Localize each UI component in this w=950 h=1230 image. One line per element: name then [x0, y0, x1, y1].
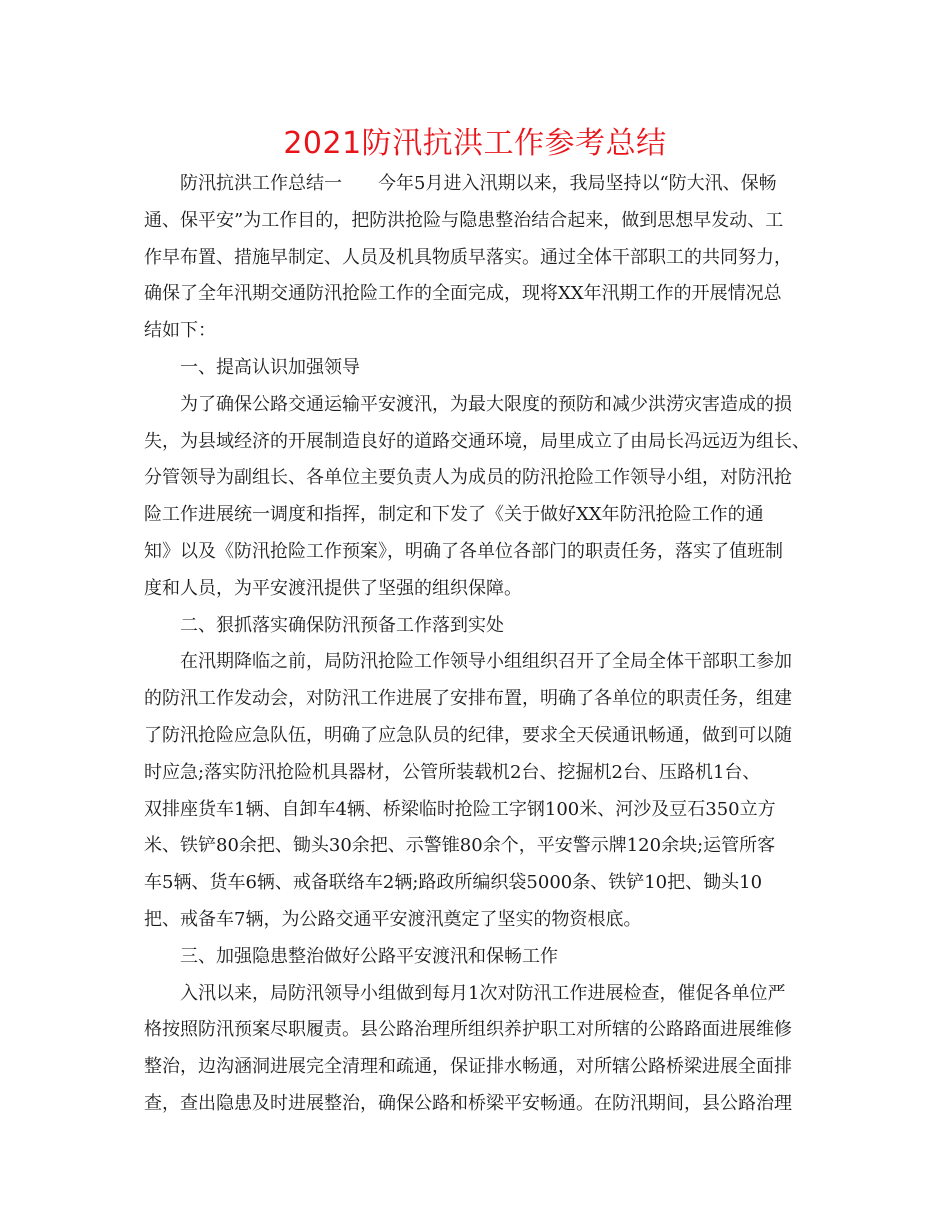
text-line: 时应急;落实防汛抢险机具器材，公管所装载机2台、挖掘机2台、压路机1台、 [144, 761, 761, 783]
text-line: 度和人员，为平安渡汛提供了坚强的组织保障。 [144, 577, 522, 599]
text-line: 了防汛抢险应急队伍，明确了应急队员的纪律，要求全天侯通讯畅通，做到可以随 [144, 724, 792, 746]
text-line: 险工作进展统一调度和指挥，制定和下发了《关于做好XX年防汛抢险工作的通 [144, 504, 764, 526]
text-line: 知》以及《防汛抢险工作预案》，明确了各单位各部门的职责任务，落实了值班制 [144, 540, 783, 562]
text-line: 在汛期降临之前，局防汛抢险工作领导小组组织召开了全局全体干部职工参加 [180, 651, 792, 673]
text-line: 一、提高认识加强领导 [180, 356, 360, 378]
text-line: 确保了全年汛期交通防汛抢险工作的全面完成，现将XX年汛期工作的开展情况总 [144, 283, 782, 305]
text-line: 为了确保公路交通运输平安渡汛，为最大限度的预防和减少洪涝灾害造成的损 [180, 393, 792, 415]
text-line: 车5辆、货车6辆、戒备联络车2辆;路政所编织袋5000条、铁铲10把、锄头10 [144, 872, 763, 894]
text-line: 作早布置、措施早制定、人员及机具物质早落实。通过全体干部职工的共同努力， [144, 246, 792, 268]
text-line: 入汛以来，局防汛领导小组做到每月1次对防汛工作进展检查，催促各单位严 [180, 982, 786, 1004]
text-line: 查，查出隐患及时进展整治，确保公路和桥梁平安畅通。在防汛期间，县公路治理 [144, 1092, 792, 1114]
text-line: 失，为县域经济的开展制造良好的道路交通环境，局里成立了由局长冯远迈为组长、 [144, 430, 810, 452]
text-line: 米、铁铲80余把、锄头30余把、示警锥80余个，平安警示牌120余块;运管所客 [144, 835, 776, 857]
text-line: 双排座货车1辆、自卸车4辆、桥梁临时抢险工字钢100米、河沙及豆石350立方 [144, 798, 776, 820]
text-line: 二、狠抓落实确保防汛预备工作落到实处 [180, 614, 504, 636]
text-line: 防汛抗洪工作总结一 今年5月进入汛期以来，我局坚持以“防大汛、保畅 [180, 173, 777, 194]
text-line: 通、保平安”为工作目的，把防洪抢险与隐患整治结合起来，做到思想早发动、工 [144, 209, 784, 231]
text-line: 结如下： [144, 320, 216, 342]
text-line: 三、加强隐患整治做好公路平安渡汛和保畅工作 [180, 945, 558, 967]
text-line: 分管领导为副组长、各单位主要负责人为成员的防汛抢险工作领导小组，对防汛抢 [144, 467, 792, 489]
text-line: 格按照防汛预案尽职履责。县公路治理所组织养护职工对所辖的公路路面进展维修 [144, 1019, 792, 1041]
text-line: 的防汛工作发动会，对防汛工作进展了安排布置，明确了各单位的职责任务，组建 [144, 688, 792, 710]
document-body [144, 166, 824, 1123]
text-line: 整治，边沟涵洞进展完全清理和疏通，保证排水畅通，对所辖公路桥梁进展全面排 [144, 1056, 792, 1078]
document-title: 2021防汛抗洪工作参考总结 [283, 126, 667, 161]
text-line: 把、戒备车7辆，为公路交通平安渡汛奠定了坚实的物资根底。 [144, 908, 642, 930]
